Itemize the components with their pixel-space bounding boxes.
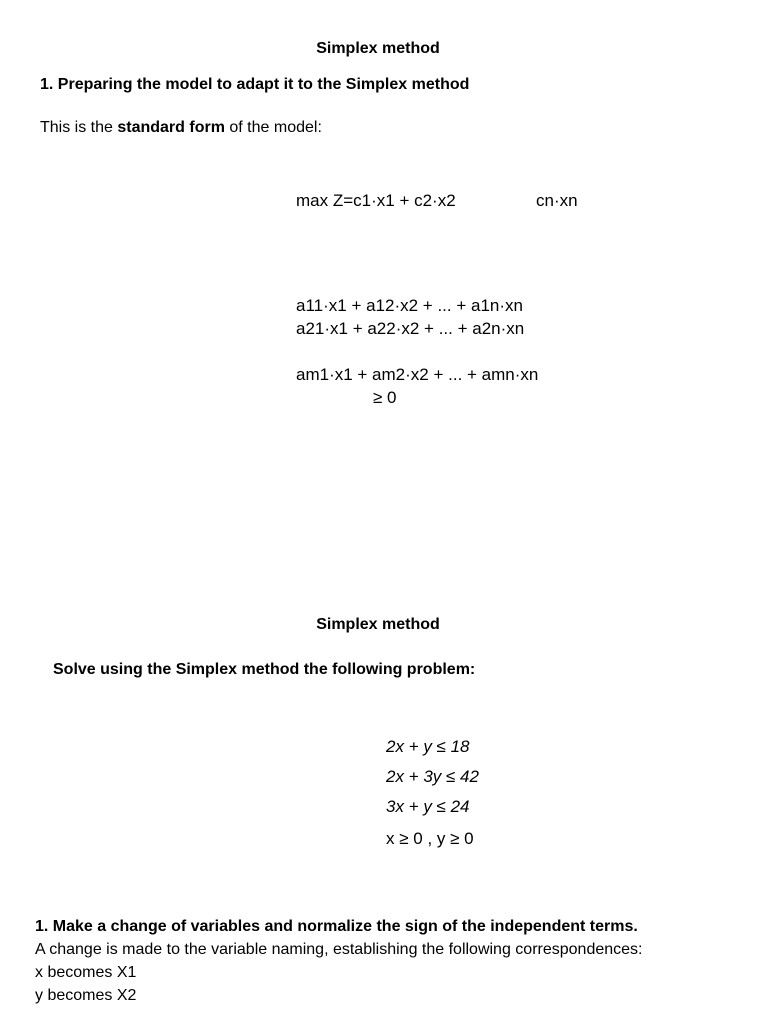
problem-constraint-2: 2x + 3y ≤ 42 [386,767,479,786]
section-heading: 1. Preparing the model to adapt it to the Simplex method [40,76,470,93]
correspondence-x: x becomes X1 [35,964,137,981]
constraint-row-1: a11·x1 + a12·x2 + ... + a1n·xn [296,296,523,315]
page-title-2: Simplex method [316,616,440,633]
constraint-row-m: am1·x1 + am2·x2 + ... + amn·xn [296,365,539,384]
objective-function: max Z=c1·x1 + c2·x2 [296,191,456,210]
constraint-row-2: a21·x1 + a22·x2 + ... + a2n·xn [296,319,525,338]
step-heading: 1. Make a change of variables and normalize the sign of the independent terms. [35,918,638,935]
correspondence-y: y becomes X2 [35,987,137,1004]
page-title: Simplex method [316,40,440,57]
problem-constraint-3: 3x + y ≤ 24 [386,797,470,816]
nonnegativity-condition: ≥ 0 [373,388,397,407]
intro-bold: standard form [117,119,225,136]
objective-last-term: cn·xn [536,191,578,210]
problem-heading: Solve using the Simplex method the following problem: [53,661,476,678]
intro-prefix: This is the [40,119,118,136]
problem-nonnegativity: x ≥ 0 , y ≥ 0 [386,829,474,848]
intro-paragraph [40,118,322,138]
intro-suffix: of the model: [224,119,322,136]
problem-constraint-1: 2x + y ≤ 18 [386,737,470,756]
step-text: A change is made to the variable naming, establishing the following correspondences: [35,941,643,958]
